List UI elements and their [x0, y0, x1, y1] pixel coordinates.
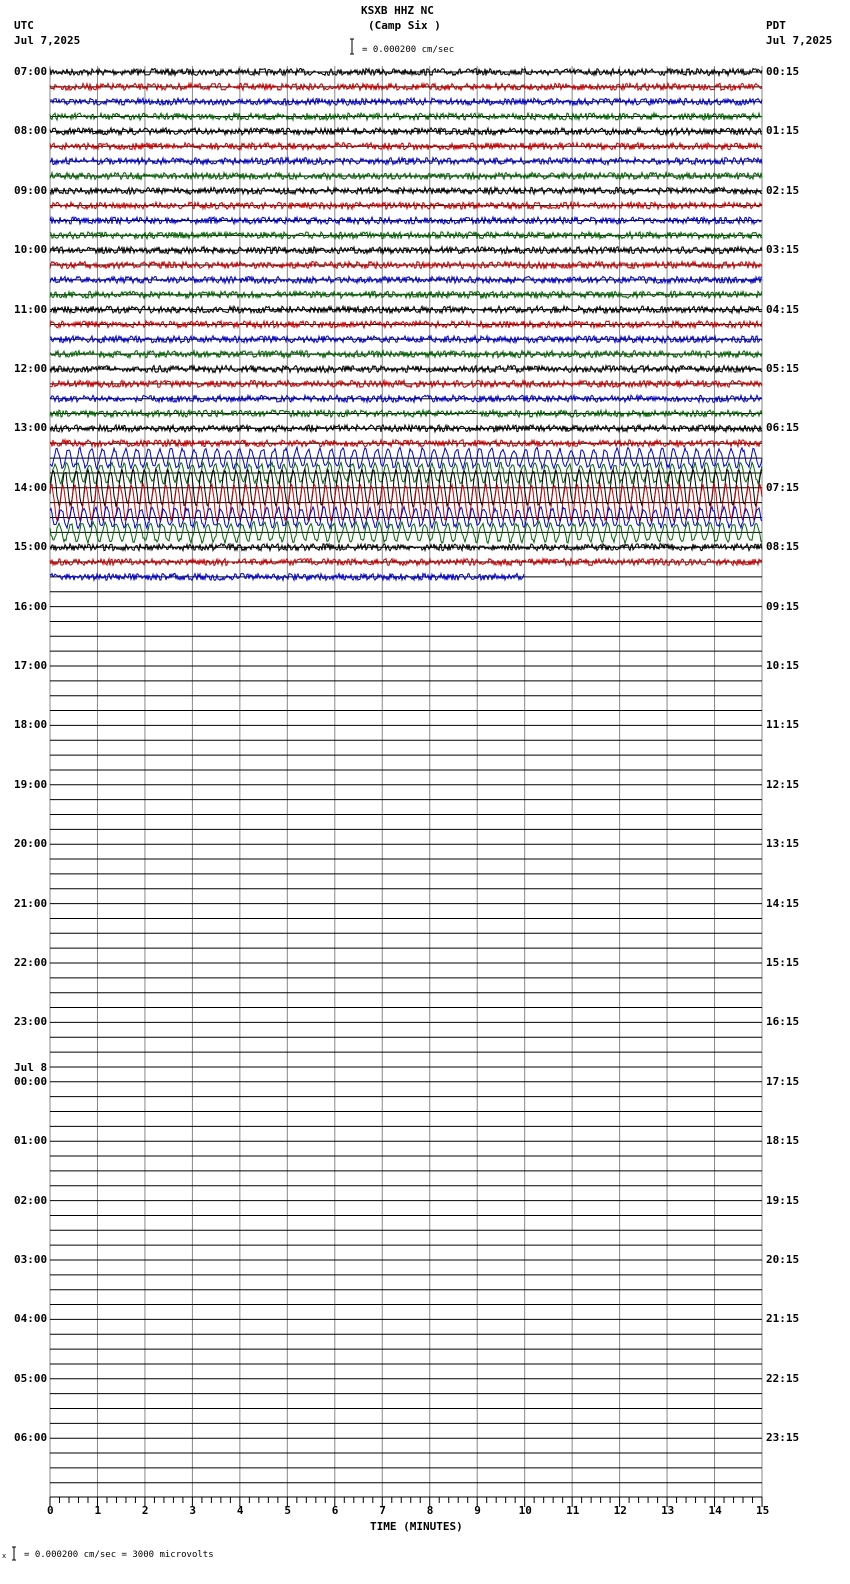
pdt-hour-label: 21:15: [766, 1312, 800, 1326]
pdt-hour-label: 11:15: [766, 718, 800, 732]
x-tick-label: 5: [284, 1504, 291, 1517]
seismic-trace: [50, 128, 762, 135]
pdt-hour-label: 13:15: [766, 837, 800, 851]
utc-hour-label: 15:00: [14, 540, 48, 554]
utc-hour-label: 04:00: [14, 1312, 48, 1326]
pdt-hour-label: 18:15: [766, 1134, 800, 1148]
x-tick-label: 12: [613, 1504, 627, 1517]
utc-hour-label: 14:00: [14, 480, 48, 494]
x-tick-label: 1: [94, 1504, 102, 1517]
x-tick-label: 13: [661, 1504, 675, 1517]
footer-prefix: x: [2, 1552, 7, 1560]
x-tick-label: 10: [518, 1504, 532, 1517]
x-tick-label: 3: [189, 1504, 197, 1517]
pdt-hour-label: 20:15: [766, 1253, 800, 1266]
utc-hour-label: 10:00: [14, 243, 48, 257]
utc-hour-label: 23:00: [14, 1015, 48, 1029]
utc-hour-label: 00:00: [14, 1074, 48, 1088]
footer-scale-text: = 0.000200 cm/sec = 3000 microvolts: [24, 1550, 214, 1560]
utc-hour-label: 11:00: [14, 302, 48, 316]
pdt-hour-label: 06:15: [766, 421, 800, 435]
scale-bar-icon: [350, 39, 354, 54]
x-tick-label: 2: [141, 1504, 149, 1517]
pdt-hour-label: 04:15: [766, 302, 800, 316]
right-date: Jul 7,2025: [766, 34, 833, 47]
station-title: KSXB HHZ NC: [361, 4, 434, 17]
utc-hour-label: 05:00: [14, 1371, 48, 1385]
pdt-hour-label: 08:15: [766, 540, 800, 554]
pdt-hour-label: 03:15: [766, 243, 800, 257]
utc-hour-label: 08:00: [14, 124, 48, 138]
x-tick-label: 9: [474, 1504, 481, 1517]
pdt-hour-label: 23:15: [766, 1431, 800, 1445]
x-tick-label: 15: [756, 1504, 770, 1517]
utc-hour-label: 19:00: [14, 777, 48, 791]
utc-hour-label: 22:00: [14, 956, 48, 969]
pdt-hour-label: 14:15: [766, 896, 800, 910]
date-change-label: Jul 8: [14, 1060, 48, 1074]
x-tick-label: 4: [236, 1504, 244, 1517]
pdt-hour-label: 07:15: [766, 480, 800, 494]
pdt-hour-label: 01:15: [766, 124, 800, 138]
utc-hour-label: 20:00: [14, 837, 48, 851]
scale-text: = 0.000200 cm/sec: [362, 45, 455, 55]
utc-hour-label: 09:00: [14, 183, 48, 197]
pdt-hour-label: 16:15: [766, 1015, 800, 1029]
pdt-hour-label: 12:15: [766, 777, 800, 791]
pdt-hour-label: 10:15: [766, 659, 800, 672]
pdt-hour-label: 05:15: [766, 362, 800, 375]
station-location: (Camp Six ): [368, 19, 441, 32]
utc-hour-label: 21:00: [14, 896, 48, 910]
x-axis-label: TIME (MINUTES): [370, 1520, 463, 1533]
utc-hour-label: 12:00: [14, 362, 48, 375]
pdt-hour-label: 00:15: [766, 65, 800, 78]
utc-hour-label: 16:00: [14, 599, 48, 613]
x-tick-label: 6: [331, 1504, 339, 1517]
utc-hour-label: 13:00: [14, 421, 48, 435]
utc-hour-label: 18:00: [14, 718, 48, 732]
pdt-hour-label: 22:15: [766, 1371, 800, 1385]
x-tick-label: 7: [379, 1504, 386, 1517]
pdt-hour-label: 02:15: [766, 183, 800, 197]
footer-scale-bar-icon: [12, 1547, 16, 1560]
x-tick-label: 14: [708, 1504, 722, 1517]
x-tick-label: 8: [426, 1504, 434, 1517]
x-tick-label: 11: [566, 1504, 580, 1517]
x-tick-label: 0: [47, 1504, 54, 1517]
utc-hour-label: 06:00: [14, 1431, 48, 1445]
seismic-trace: [50, 351, 762, 358]
utc-hour-label: 01:00: [14, 1134, 48, 1148]
right-timezone: PDT: [766, 19, 786, 32]
pdt-hour-label: 09:15: [766, 599, 800, 613]
pdt-hour-label: 19:15: [766, 1193, 800, 1207]
utc-hour-label: 03:00: [14, 1253, 48, 1266]
utc-hour-label: 07:00: [14, 65, 48, 78]
utc-hour-label: 02:00: [14, 1193, 48, 1207]
pdt-hour-label: 17:15: [766, 1074, 800, 1088]
pdt-hour-label: 15:15: [766, 956, 800, 969]
left-date: Jul 7,2025: [14, 34, 81, 47]
left-timezone: UTC: [14, 19, 34, 32]
utc-hour-label: 17:00: [14, 659, 48, 672]
